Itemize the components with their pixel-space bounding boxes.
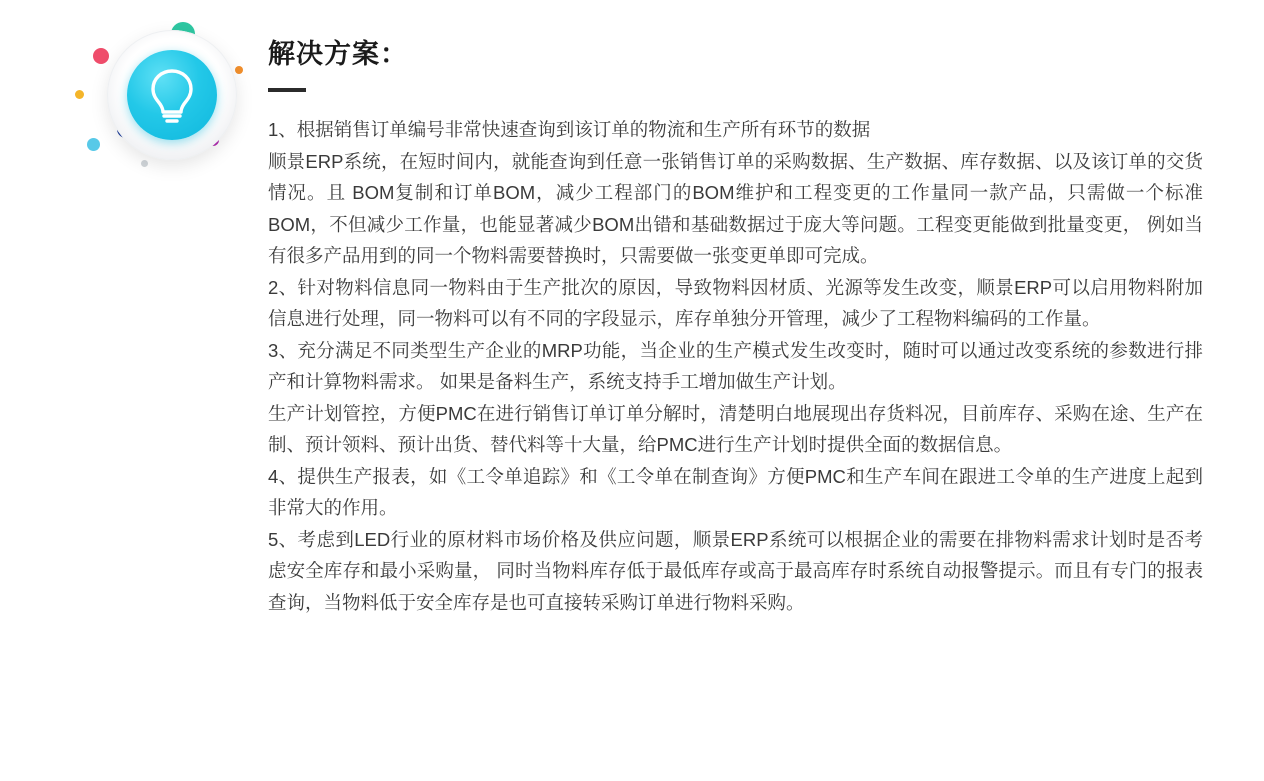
paragraph: 生产计划管控，方便PMC在进行销售订单订单分解时，清楚明白地展现出存货料况，目前库存、采购在途、生产在制、预计领料、预计出货、替代料等十大量，给PMC进行生产计划时提供全面的数据信息。 [268, 402, 1203, 456]
title-underline [268, 88, 306, 92]
bulb-icon [150, 68, 194, 124]
paragraph: 3、充分满足不同类型生产企业的MRP功能，当企业的生产模式发生改变时，随时可以通过改变系统的参数进行排产和计算物料需求。 如果是备料生产，系统支持手工增加做生产计划。 [268, 339, 1203, 393]
page-title: 解决方案： [268, 39, 408, 69]
paragraph: 2、针对物料信息同一物料由于生产批次的原因，导致物料因材质、光源等发生改变，顺景ERP可以启用物料附加信息进行处理，同一物料可以有不同的字段显示，库存单独分开管理，减少了工程物料编码的工作量。 [268, 276, 1203, 330]
orange-dot-icon [235, 66, 243, 74]
red-dot-icon [93, 48, 109, 64]
gray-dot-icon [141, 160, 148, 167]
lightbulb-illustration [75, 10, 255, 180]
paragraph: 1、根据销售订单编号非常快速查询到该订单的物流和生产所有环节的数据 [268, 119, 871, 141]
paragraph: 4、提供生产报表，如《工令单追踪》和《工令单在制查询》方便PMC和生产车间在跟进工令单的生产进度上起到非常大的作用。 [268, 465, 1203, 519]
paragraph: 5、考虑到LED行业的原材料市场价格及供应问题，顺景ERP系统可以根据企业的需要在排物料需求计划时是否考虑安全库存和最小采购量， 同时当物料库存低于最低库存或高于最高库存时系统自动报警提示。而且有专门的报表查询，当物料低于安全库存是也可直接转采购订单进行物料采购。 [268, 528, 1203, 613]
yellow-dot-icon [75, 90, 84, 99]
solution-body [268, 114, 1203, 618]
paragraph: 顺景ERP系统，在短时间内，就能查询到任意一张销售订单的采购数据、生产数据、库存数据、以及该订单的交货情况。且 BOM复制和订单BOM，减少工程部门的BOM维护和工程变更的工作量同一款产品，只需做一个标准BOM，不但减少工作量，也能显著减少BOM出错和基础数据过于庞大等问题。工程变更能做到批量变更， 例如当有很多产品用到的同一个物料需要替换时，只需要做一张变更单即可完成。 [268, 150, 1203, 267]
document-content [268, 0, 1208, 618]
cyan-dot-icon [87, 138, 100, 151]
